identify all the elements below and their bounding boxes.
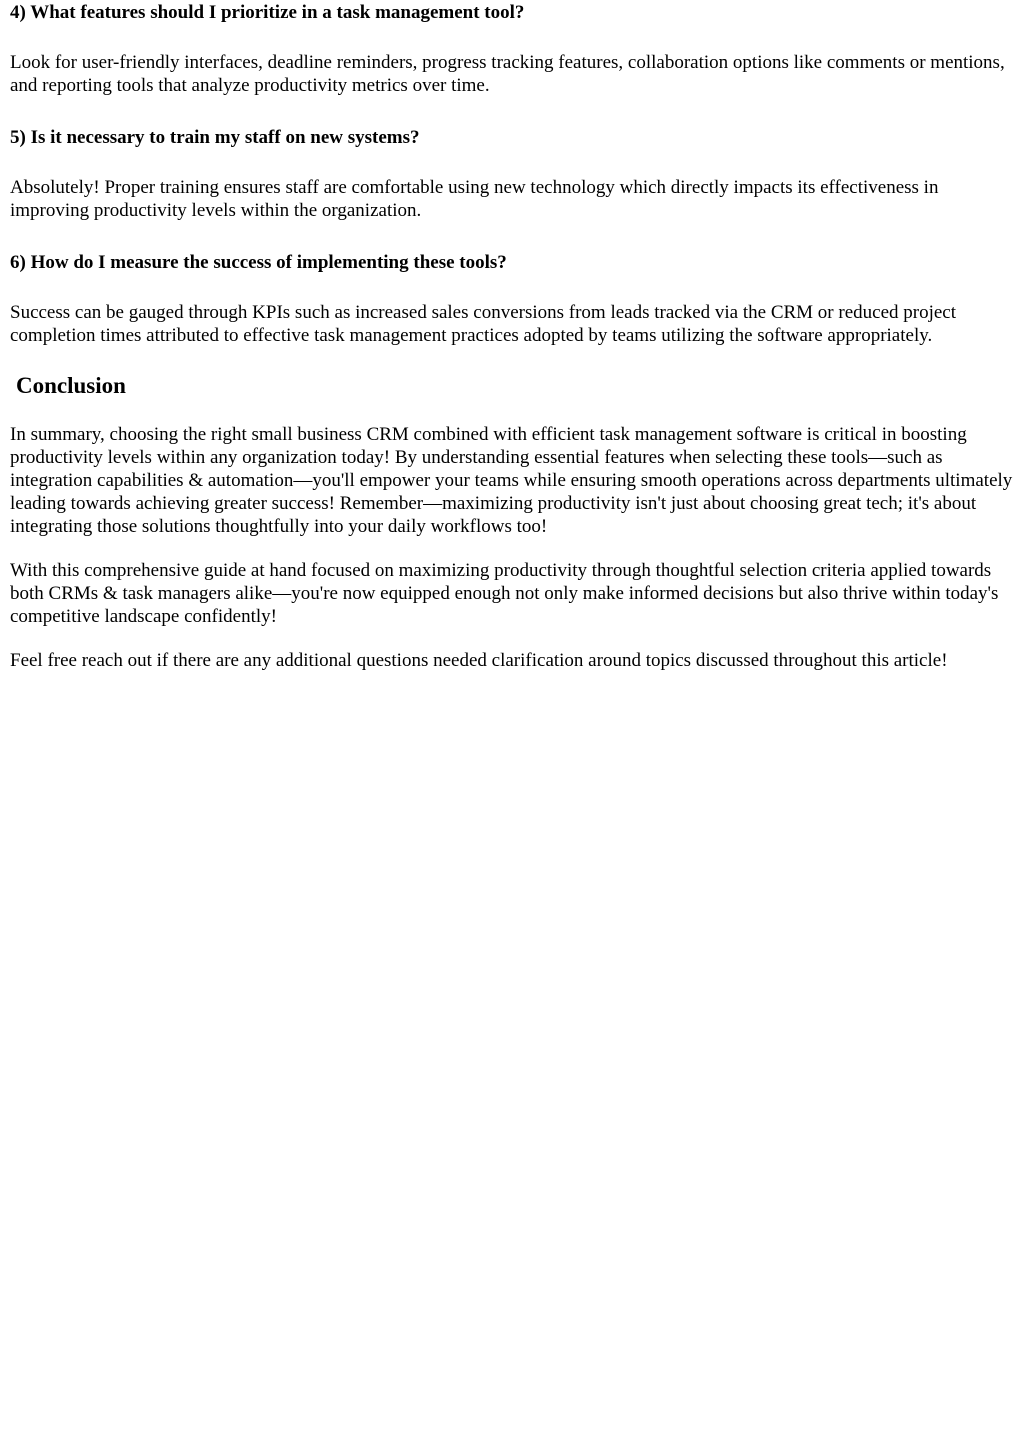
faq-answer-5: Absolutely! Proper training ensures staff are comfortable using new technology which directly impacts its effectiveness in improving productivity levels within the organization. [10,177,939,221]
conclusion-paragraph: With this comprehensive guide at hand focused on maximizing productivity through thoughtful selection criteria applied towards both CRMs & task managers alike—you're now equipped enough not only make informed decisions but also thrive within today's competitive landscape confidently! [10,560,999,627]
conclusion-paragraph: In summary, choosing the right small business CRM combined with efficient task management software is critical in boosting productivity levels within any organization today! By understanding essential features when selecting these tools—such as integration capabilities & automation—you'll empower your teams while ensuring smooth operations across departments ultimately leading towards achieving greater success! Remember—maximizing productivity isn't just about choosing great tech; it's about integrating those solutions thoughtfully into your daily workflows too! [10,424,1013,537]
faq-question-5: 5) Is it necessary to train my staff on new systems? [10,127,420,148]
conclusion-paragraph: Feel free reach out if there are any additional questions needed clarification around topics discussed throughout this article! [10,650,948,671]
faq-question-6: 6) How do I measure the success of implementing these tools? [10,252,507,273]
faq-question-4: 4) What features should I prioritize in a task management tool? [10,2,525,23]
faq-answer-4: Look for user-friendly interfaces, deadline reminders, progress tracking features, collaboration options like comments or mentions, and reporting tools that analyze productivity metrics over time. [10,52,1005,96]
faq-answer-6: Success can be gauged through KPIs such as increased sales conversions from leads tracked via the CRM or reduced project completion times attributed to effective task management practices adopted by teams utilizing the software appropriately. [10,302,957,346]
article-body [0,0,1024,672]
conclusion-heading: Conclusion [16,373,126,398]
